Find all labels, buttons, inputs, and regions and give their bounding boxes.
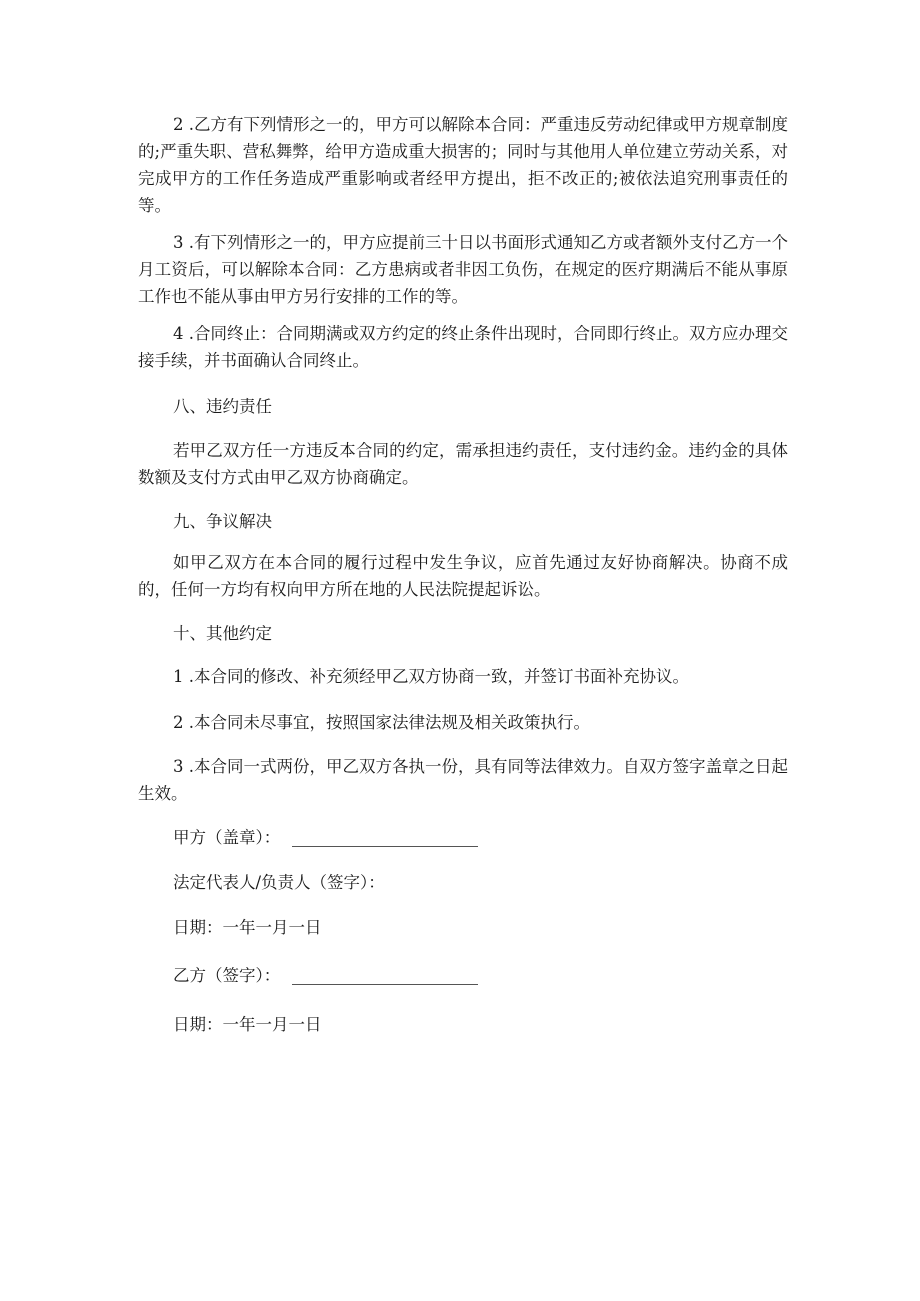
- party-a-label: 甲方（盖章）：: [173, 828, 281, 847]
- section-heading-8: 八、违约责任: [173, 397, 272, 416]
- clause-7-3: 3 .有下列情形之一的，甲方应提前三十日以书面形式通知乙方或者额外支付乙方一个月工资后，可以解除本合同：乙方患病或者非因工负伤，在规定的医疗期满后不能从事原工作也不能从事由甲方另行安排的工作的等。: [138, 233, 788, 306]
- date-b-line: [173, 1011, 322, 1038]
- representative-line: [173, 869, 385, 896]
- clause-7-4: 4 .合同终止：合同期满或双方约定的终止条件出现时，合同即行终止。双方应办理交接手续，并书面确认合同终止。: [138, 324, 788, 370]
- party-b-sign-line: [173, 962, 478, 989]
- party-a-signature-blank[interactable]: [292, 830, 478, 847]
- clause-10-3: 3 .本合同一式两份，甲乙双方各执一份，具有同等法律效力。自双方签字盖章之日起生效。: [138, 757, 788, 803]
- party-b-signature-blank[interactable]: [292, 968, 478, 985]
- section-heading-10: 十、其他约定: [173, 624, 272, 643]
- clause-10-2: 2 .本合同未尽事宜，按照国家法律法规及相关政策执行。: [173, 713, 590, 732]
- date-b-label: 日期：一年一月一日: [173, 1015, 322, 1034]
- party-b-label: 乙方（签字）：: [173, 966, 281, 985]
- representative-label: 法定代表人/负责人（签字）：: [173, 873, 385, 892]
- clause-8-body: 若甲乙双方任一方违反本合同的约定，需承担违约责任，支付违约金。违约金的具体数额及支付方式由甲乙双方协商确定。: [138, 441, 788, 487]
- party-a-seal-line: [173, 824, 478, 851]
- clause-9-body: 如甲乙双方在本合同的履行过程中发生争议，应首先通过友好协商解决。协商不成的，任何一方均有权向甲方所在地的人民法院提起诉讼。: [138, 553, 788, 599]
- date-a-label: 日期：一年一月一日: [173, 918, 322, 937]
- clause-7-2: 2 .乙方有下列情形之一的，甲方可以解除本合同：严重违反劳动纪律或甲方规章制度的;严重失职、营私舞弊，给甲方造成重大损害的；同时与其他用人单位建立劳动关系，对完成甲方的工作任务造成严重影响或者经甲方提出，拒不改正的;被依法追究刑事责任的等。: [138, 115, 788, 215]
- clause-10-1: 1 .本合同的修改、补充须经甲乙双方协商一致，并签订书面补充协议。: [173, 667, 689, 686]
- section-heading-9: 九、争议解决: [173, 512, 272, 531]
- date-a-line: [173, 914, 322, 941]
